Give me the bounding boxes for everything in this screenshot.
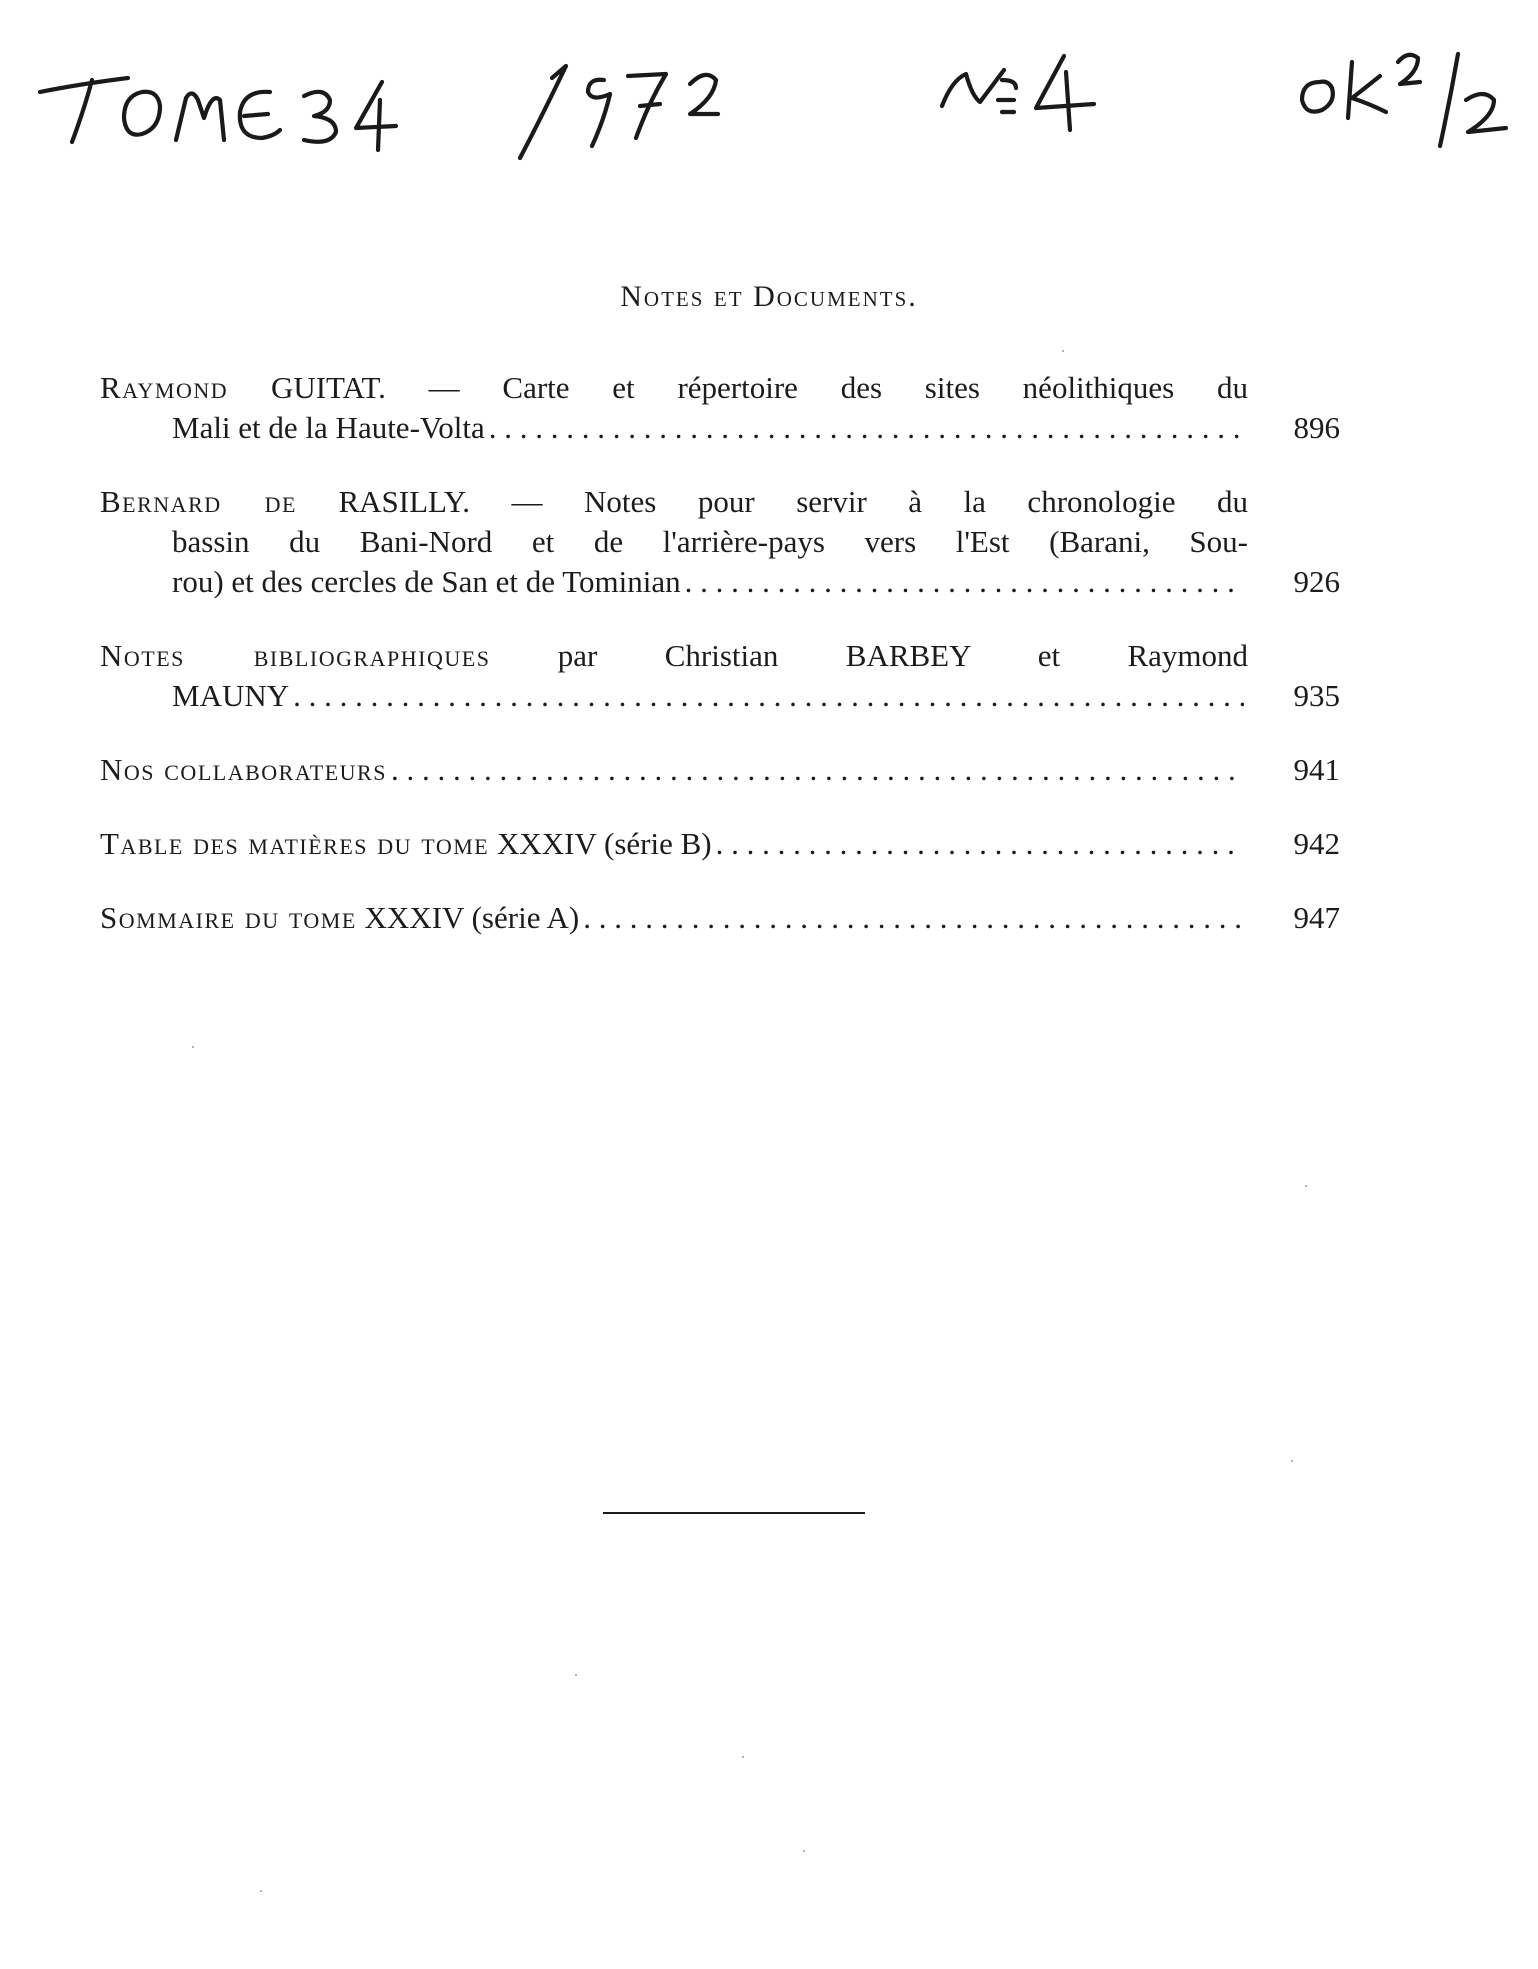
handwritten-number (942, 56, 1094, 130)
toc-entry-text: Nos collaborateurs (100, 752, 387, 787)
toc-entry-text: MAUNY (172, 678, 290, 713)
toc-entry-last-line (100, 898, 1340, 938)
scan-speck (803, 1850, 805, 1852)
page-number: 896 (1293, 410, 1340, 445)
toc-entry-table-des-matieres (100, 824, 1340, 864)
scan-speck (1062, 350, 1064, 352)
page-number: 935 (1293, 678, 1340, 713)
dot-leader (685, 562, 1244, 602)
toc-entry-guitat (100, 368, 1340, 448)
scan-speck (1291, 1460, 1293, 1462)
toc-entry-line: Notes bibliographiques par Christian BARBEY et Raymond (100, 638, 1249, 673)
toc-entry-sommaire (100, 898, 1340, 938)
toc-entry-last-line (100, 750, 1340, 790)
toc-entry-text: Sommaire du tome XXXIV (série A) (100, 900, 580, 935)
scan-speck (260, 1890, 262, 1892)
toc-entry-text: rou) et des cercles de San et de Tominian (172, 564, 681, 599)
scan-speck (192, 1046, 194, 1048)
dot-leader (293, 676, 1244, 716)
dot-leader (489, 408, 1244, 448)
toc-entry-text: Table des matières du tome XXXIV (série B) (100, 826, 712, 861)
toc-entry-line: bassin du Bani-Nord et de l'arrière-pays vers l'Est (Barani, Sou- (172, 524, 1248, 559)
toc-entry-last-line (100, 562, 1340, 602)
toc-entry-rasilly (100, 482, 1340, 602)
handwritten-tome (40, 78, 396, 150)
handwritten-ok (1302, 54, 1506, 146)
handwriting-drawing (0, 0, 1538, 200)
page-number: 926 (1293, 564, 1340, 599)
toc-entry-text: Mali et de la Haute-Volta (172, 410, 485, 445)
dot-leader (583, 898, 1244, 938)
table-of-contents (100, 368, 1340, 972)
section-title: Notes et Documents. (620, 280, 918, 313)
handwritten-year (520, 66, 718, 158)
scan-speck (742, 1756, 744, 1758)
toc-entry-collaborateurs (100, 750, 1340, 790)
dot-leader (716, 824, 1244, 864)
handwritten-annotations (0, 0, 1538, 200)
scan-speck (1305, 1185, 1307, 1187)
toc-entry-last-line (100, 824, 1340, 864)
page-number: 941 (1293, 752, 1340, 787)
toc-entry-notes-bibliographiques (100, 636, 1340, 716)
toc-entry-line: Raymond GUITAT. — Carte et répertoire des sites néolithiques du (100, 370, 1248, 405)
dot-leader (391, 750, 1244, 790)
toc-entry-last-line (100, 408, 1340, 448)
toc-entry-line: Bernard de RASILLY. — Notes pour servir à la chronologie du (100, 484, 1249, 519)
page-number: 947 (1293, 900, 1340, 935)
toc-entry-last-line (100, 676, 1340, 716)
scan-speck (575, 1674, 577, 1676)
closing-rule (603, 1512, 865, 1514)
page-number: 942 (1293, 826, 1340, 861)
